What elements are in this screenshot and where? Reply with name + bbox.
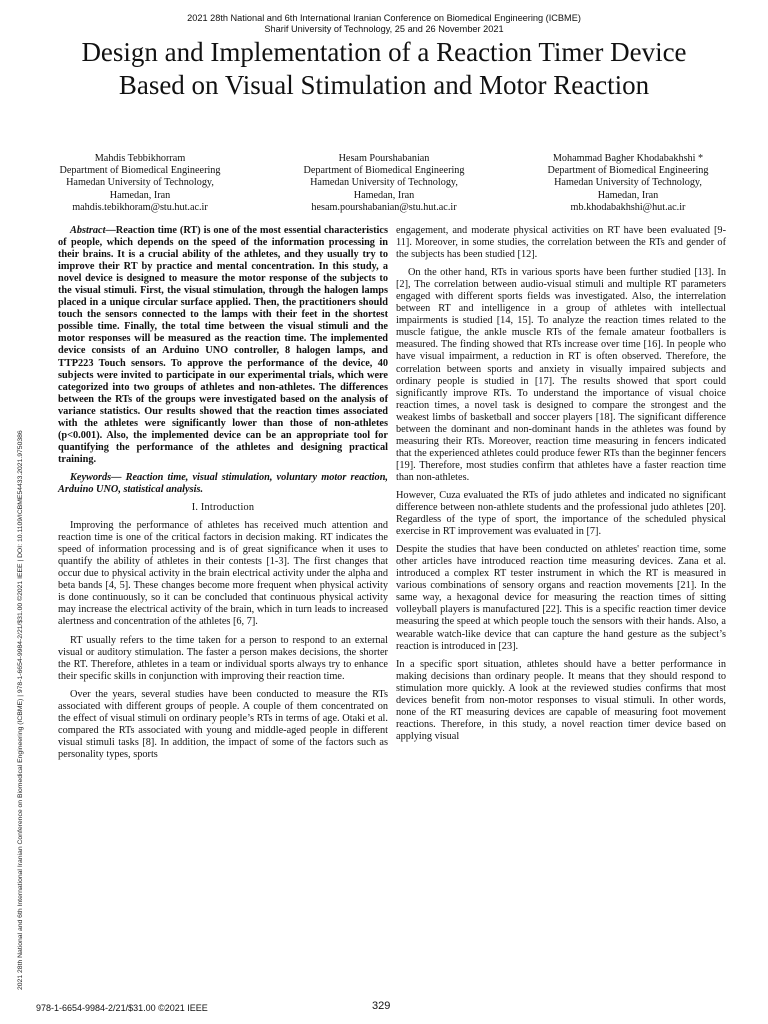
author-city: Hamedan, Iran [353,189,415,201]
page-number: 329 [372,1000,391,1012]
right-column [396,225,726,749]
author-univ: Hamedan University of Technology, [66,177,214,189]
keywords-lead: Keywords [70,471,112,483]
paragraph: Over the years, several studies have been conducted to measure the RTs associated with different groups of people. A couple of them concentrated on the effect of visual stimuli on ordinary people’s RTs in terms of age. Otaki et al. compared the RTs associated with young and middle-aged people in different visual stimuli tasks [8]. In addition, the impact of some of the factors such as personality types, sports [58,688,388,760]
paragraph: Despite the studies that have been conducted on athletes' reaction time, some other articles have introduced reaction time measuring devices. Zana et al. introduced a complex RT tester instrument in which the RT is measured in various combinations of sensory organs and reaction movements [21]. In the same way, a hexagonal device for measuring the reaction times of sitting volleyball players is manufactured [22]. This is a specific reaction timer device measuring the speed at which people touch the sensors with their hands. Also, a wearable watch-like device that can capture the hand gesture as the subject’s reaction is introduced in [23]. [396,544,726,652]
conference-line-1: 2021 28th National and 6th International Iranian Conference on Biomedical Engineering (ICBME) [187,13,581,23]
author-email: mahdis.tebikhoram@stu.hut.ac.ir [72,201,208,213]
author-city: Hamedan, Iran [597,189,659,201]
section-heading-introduction: I. Introduction [191,502,255,514]
author-dept: Department of Biomedical Engineering [59,165,221,177]
conference-header [0,13,768,35]
conference-line-2: Sharif University of Technology, 25 and 26 November 2021 [264,24,504,34]
author-dept: Department of Biomedical Engineering [547,165,709,177]
abstract [58,225,388,466]
author-3 [508,153,748,214]
paper-title: Design and Implementation of a Reaction Timer Device Based on Visual Stimulation and Motor Reaction [81,37,687,100]
author-1 [20,153,260,214]
author-2 [264,153,504,214]
paragraph: However, Cuza evaluated the RTs of judo athletes and indicated no significant difference between non-athlete students and the professional judo athletes [20]. Regardless of the type of sport, the importance of the scheduled physical exercise in RT improvement was evaluated in [7]. [396,489,726,538]
abstract-lead: Abstract [70,225,106,236]
paragraph: On the other hand, RTs in various sports have been further studied [13]. In [2], The correlation between audio-visual stimuli and multiple RT parameters engaged with different sports fields was investigated. Also, the interrelation between RT and intelligence in a group of athletes with intellectual impairments is studied [14, 15]. To analyze the reaction times related to the muscle fatigue, the ankle muscle RTs of the female amateur footballers is measured. The finding showed that RTs increase over time [16]. In people who have visual impairment, a reduction in RT is often observed. Therefore, the correlation between sports and anxiety in visually impaired subjects and ordinary people is studied in [17]. The results showed that sport could significantly improve RTs. To understand the importance of visual choice reaction times, a novel task is designed to compare the strongest and the weakest limbs of basketball and soccer players [18]. The significant difference between the dominant and non-dominant hands in the athletes was found by measuring their RTs. Moreover, reaction time measuring in fencers indicated that the experienced athletes could produce fewer RTs than the beginner fencers [19]. Therefore, most studies confirm that athletes have a faster reaction time than non-athletes. [396,267,726,483]
author-name: Mohammad Bagher Khodabakhshi * [552,153,704,164]
author-univ: Hamedan University of Technology, [310,177,458,189]
author-email: hesam.pourshabanian@stu.hut.ac.ir [311,201,457,213]
author-univ: Hamedan University of Technology, [554,177,702,189]
keywords [58,472,388,496]
paragraph: Improving the performance of athletes has received much attention and reaction time is one of the critical factors in decision making. RT indicates the speed of information processing and is of great significance when it uses to quantify the ability of athletes in their contests [1-3]. The first changes that occur due to physical activity in the brain electrical activity under the alpha and beta bands [4, 5]. These changes become more frequent when physical activity is done continuously, so it can be concluded that continuous physical activity may increase the electrical activity of the brain, which in turn leads to increased alertness and concentration of the athletes [6, 7]. [58,520,388,628]
author-name: Mahdis Tebbikhorram [94,153,186,164]
left-column [58,225,388,767]
author-name: Hesam Pourshabanian [338,153,430,164]
abstract-text: —Reaction time (RT) is one of the most essential characteristics of people, which depends on the speed of the information processing in their brains. It is a crucial ability of the athletes, and they usually try to improve their RT by practice and mental concentration. In this study, a novel device is designed to measure the motor response of the subjects to the visual stimuli. First, the visual stimulation, through the halogen lamps placed in a unique circular surface applied. Then, the practitioners should touch the sensors connected to the lamps with their feet in the shortest possible time. Finally, the total time between the visual stimuli and the motor responses will be measured as the reaction time. The implemented device consists of an Arduino UNO controller, 8 halogen lamps, and TTP223 Touch sensors. To approve the performance of the device, 40 subjects were invited to participate in our experimental trials, which were categorized into two groups of athletes and non-athletes. The differences between the RTs of the groups were investigated based on the analysis of variance statistics. Our results showed that the reaction times associated with the athletes were significantly lower than those of non-athletes (p<0.001). Also, the implemented device can be an appropriate tool for quantifying the performance of the athletes and designing practical training. [58,225,388,465]
author-city: Hamedan, Iran [109,189,171,201]
paragraph: In a specific sport situation, athletes should have a better performance in making decisions than ordinary people. It means that they should respond to stimulation more quickly. A look at the reviewed studies confirms that most devices benefit from non-motor responses to visual stimuli. In other words, none of the RT measuring devices are capable of measuring foot movement reactions. Therefore, in this study, a novel reaction timer device based on applying visual [396,658,726,742]
paragraph: engagement, and moderate physical activities on RT have been evaluated [9-11]. Moreover, in some studies, the correlation between the RTs and gender of the subjects has been studied [12]. [396,225,726,261]
author-dept: Department of Biomedical Engineering [303,165,465,177]
author-email: mb.khodabakhshi@hut.ac.ir [570,201,686,213]
paragraph: RT usually refers to the time taken for a person to respond to an external visual or auditory stimulation. The faster a person makes decisions, the shorter the RT. Therefore, athletes in a team or individual sports always try to enhance their specific skills in conjunction with improving their reaction time. [58,634,388,682]
keywords-text: — Reaction time, visual stimulation, voluntary motor reaction, Arduino UNO, statistical analysis. [58,471,388,495]
sidebar-doi-strip: 2021 28th National and 6th International Iranian Conference on Biomedical Engineering (ICBME) | 978-1-6654-9984-2/21/$31.00 ©2021 IEEE | DOI: 10.1109/ICBME54433.2021.9750386 [17,430,24,990]
footer-copyright: 978-1-6654-9984-2/21/$31.00 ©2021 IEEE [36,1003,208,1013]
author-block [20,153,748,214]
